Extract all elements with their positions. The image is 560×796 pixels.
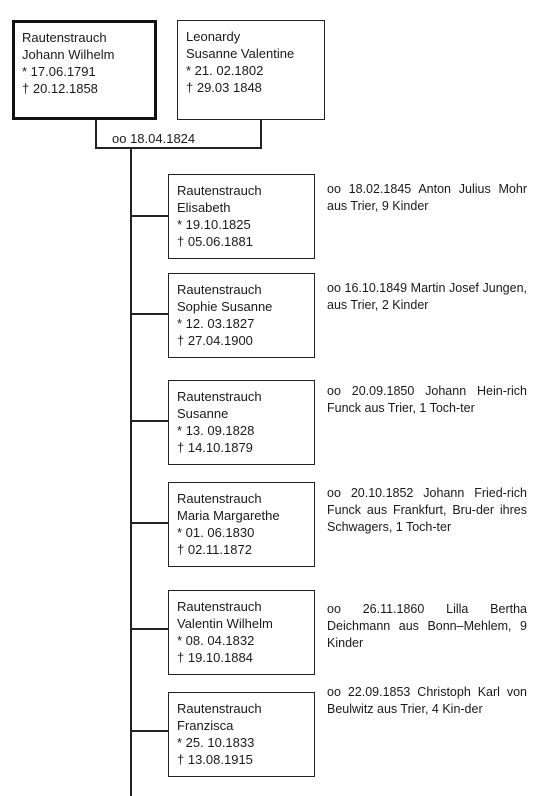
father-down-line <box>95 120 97 148</box>
marriage-note-1: oo 18.02.1845 Anton Julius Mohr aus Trier, 9 Kinder <box>327 182 527 213</box>
branch-line-1 <box>130 215 168 217</box>
branch-line-6 <box>130 730 168 732</box>
marriage-label: oo 18.04.1824 <box>112 131 196 146</box>
branch-line-3 <box>130 420 168 422</box>
marriage-note-2: oo 16.10.1849 Martin Josef Jungen, aus Trier, 2 Kinder <box>327 281 527 312</box>
child-box-1: Rautenstrauch Elisabeth * 19.10.1825 † 05.06.1881 <box>168 174 315 259</box>
marriage-note-6: oo 22.09.1853 Christoph Karl von Beulwitz aus Trier, 4 Kin-der <box>327 685 527 716</box>
branch-line-4 <box>130 522 168 524</box>
marriage-line <box>95 147 262 149</box>
marriage-note-5: oo 26.11.1860 Lilla Bertha Deichmann aus Bonn–Mehlem, 9 Kinder <box>327 602 527 650</box>
child-box-5: Rautenstrauch Valentin Wilhelm * 08. 04.1832 † 19.10.1884 <box>168 590 315 675</box>
branch-line-2 <box>130 313 168 315</box>
branch-line-5 <box>130 628 168 630</box>
mother-down-line <box>260 119 262 148</box>
child-box-3: Rautenstrauch Susanne * 13. 09.1828 † 14.10.1879 <box>168 380 315 465</box>
marriage-note-4: oo 20.10.1852 Johann Fried-rich Funck aus Frankfurt, Bru-der ihres Schwagers, 1 Toch-ter <box>327 486 527 534</box>
child-box-4: Rautenstrauch Maria Margarethe * 01. 06.1830 † 02.11.1872 <box>168 482 315 567</box>
marriage-note-3: oo 20.09.1850 Johann Hein-rich Funck aus Trier, 1 Toch-ter <box>327 384 527 415</box>
trunk-line <box>130 148 132 796</box>
mother-box: Leonardy Susanne Valentine * 21. 02.1802 † 29.03 1848 <box>177 20 325 120</box>
father-box: Rautenstrauch Johann Wilhelm * 17.06.1791 † 20.12.1858 <box>12 20 157 120</box>
child-box-2: Rautenstrauch Sophie Susanne * 12. 03.1827 † 27.04.1900 <box>168 273 315 358</box>
child-box-6: Rautenstrauch Franzisca * 25. 10.1833 † 13.08.1915 <box>168 692 315 777</box>
